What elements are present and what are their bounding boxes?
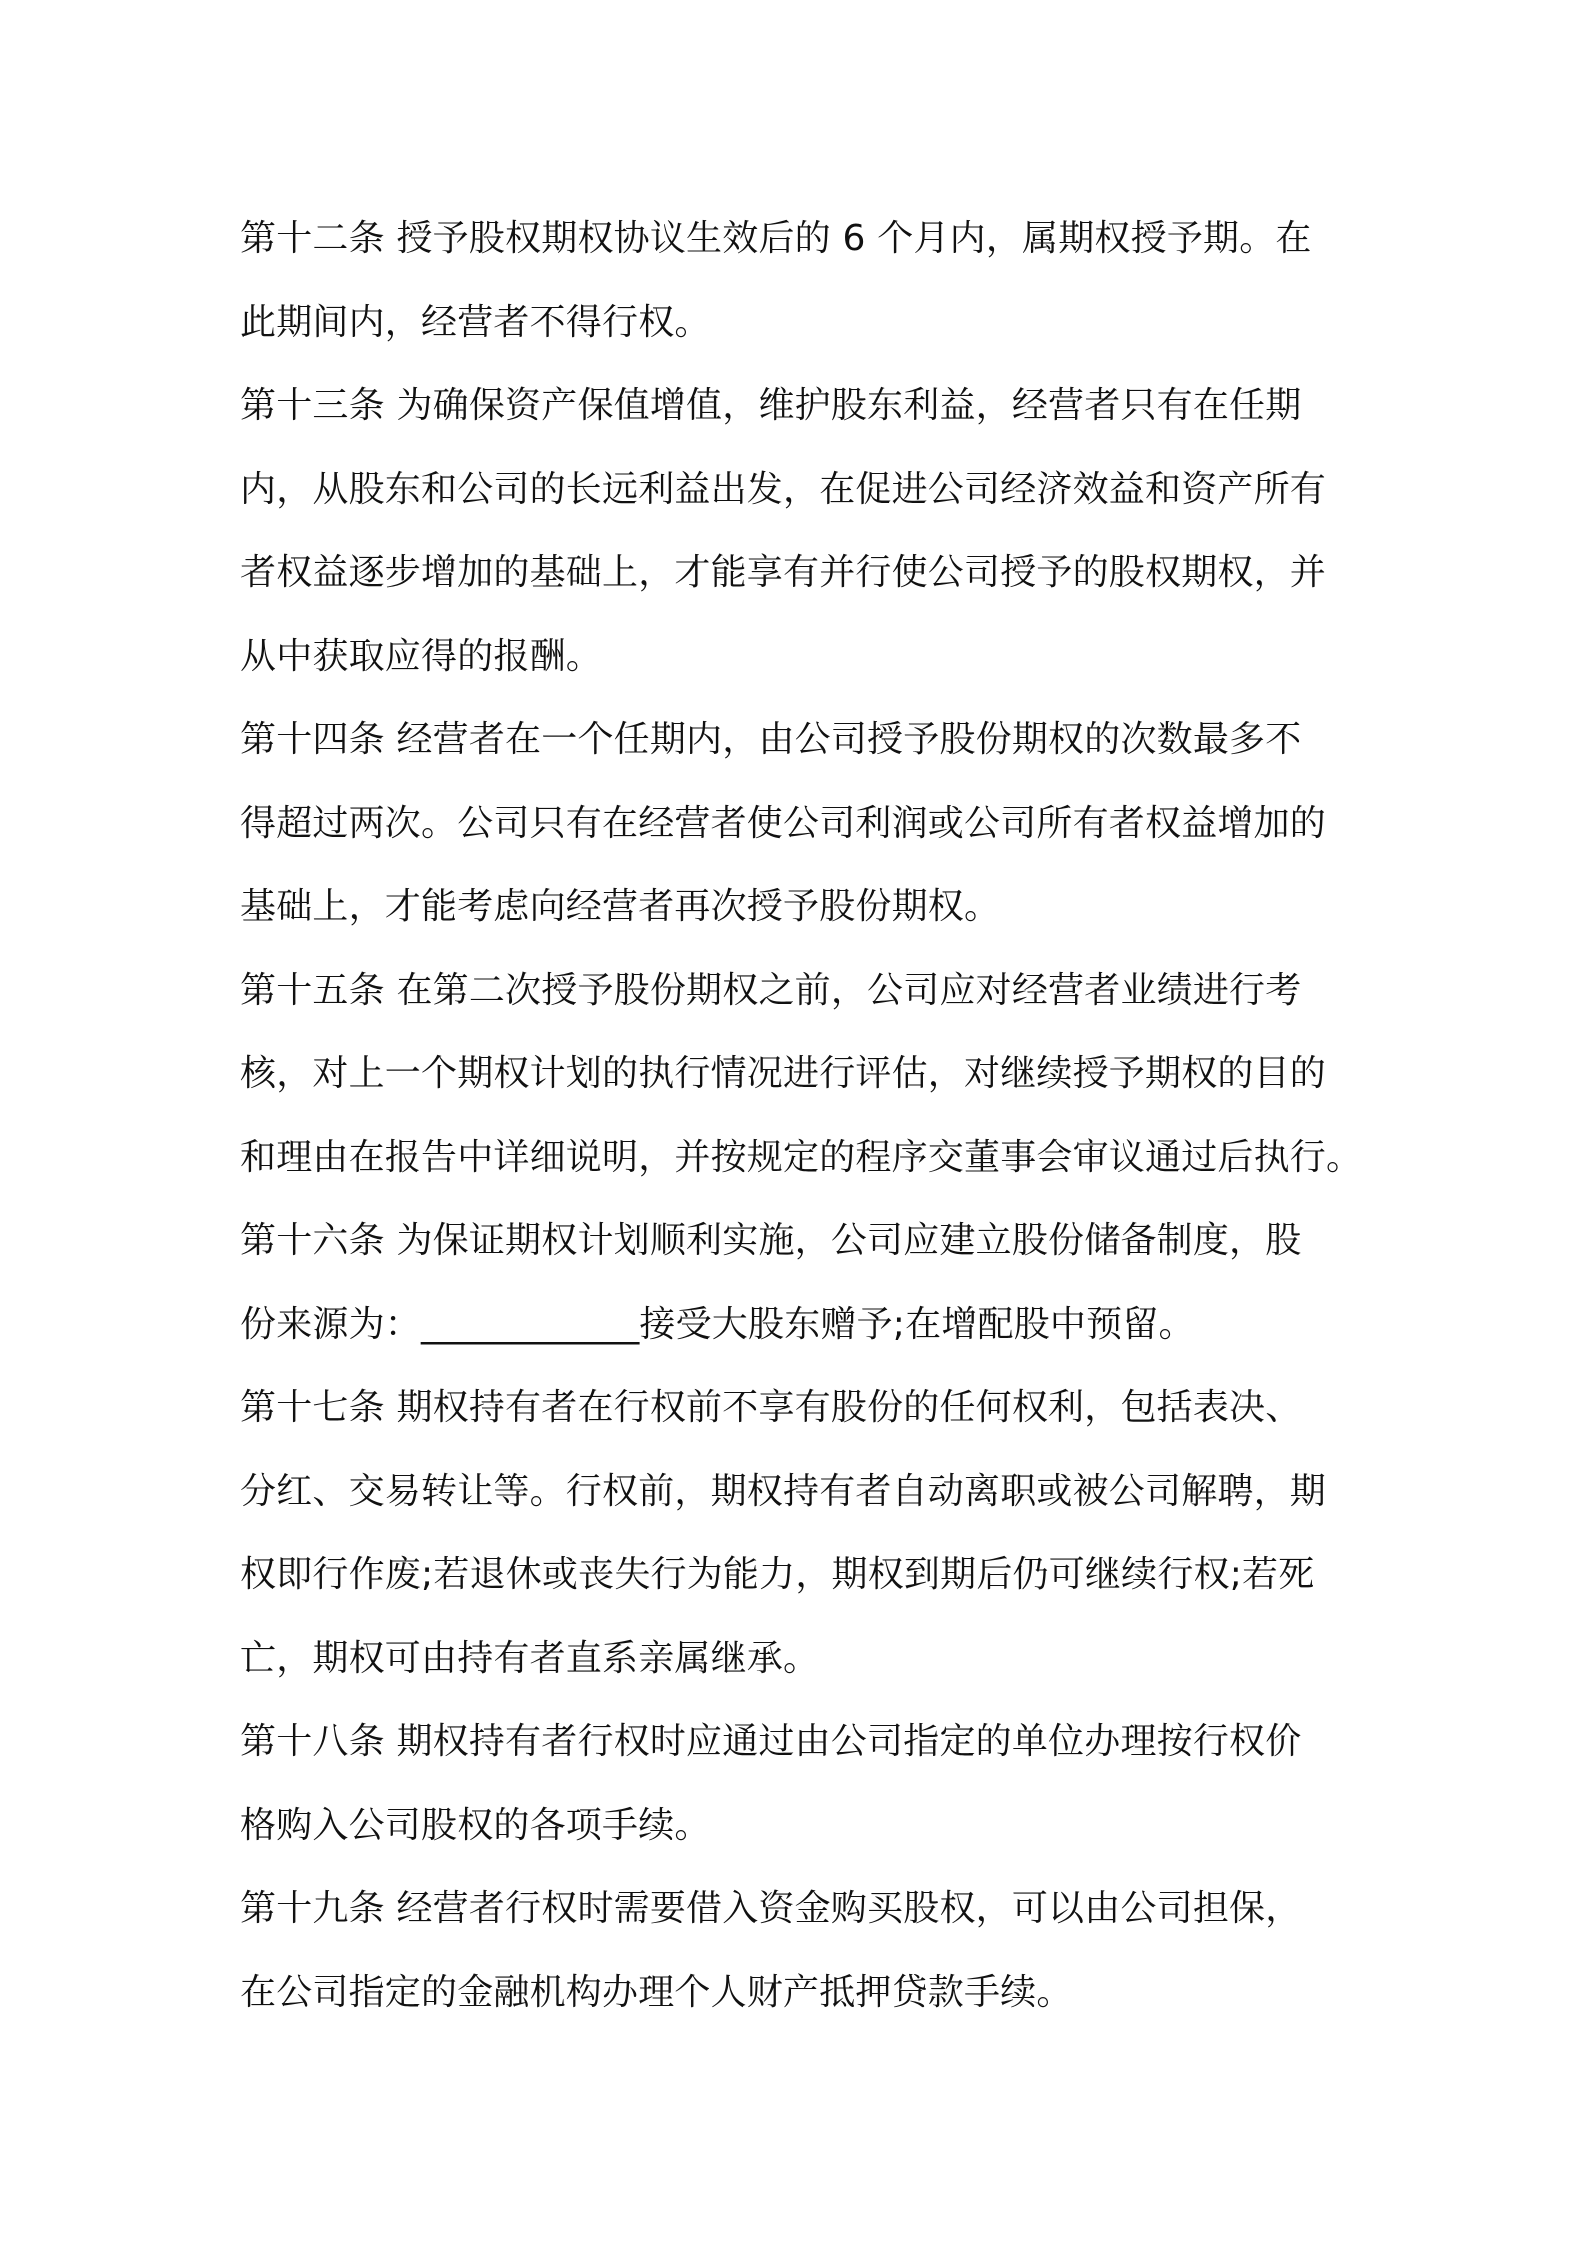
text-line: 第十九条 经营者行权时需要借入资金购买股权，可以由公司担保， [240, 1888, 1302, 1929]
text-line: 第十六条 为保证期权计划顺利实施，公司应建立股份储备制度，股 [240, 1220, 1302, 1261]
text-line: 第十三条 为确保资产保值增值，维护股东利益，经营者只有在任期 [240, 385, 1302, 426]
text-line: 分红、交易转让等。行权前，期权持有者自动离职或被公司解聘，期 [240, 1470, 1327, 1512]
text-line: 第十二条 授予股权期权协议生效后的 6 个月内，属期权授予期。在 [240, 218, 1312, 259]
text-line: 第十七条 期权持有者在行权前不享有股份的任何权利，包括表决、 [240, 1387, 1302, 1428]
text-line: 核，对上一个期权计划的执行情况进行评估，对继续授予期权的目的 [240, 1053, 1327, 1094]
text-line: 在公司指定的金融机构办理个人财产抵押贷款手续。 [240, 1971, 1073, 2013]
text-line: 基础上，才能考虑向经营者再次授予股份期权。 [240, 886, 1001, 927]
text-line: 第十八条 期权持有者行权时应通过由公司指定的单位办理按行权价 [240, 1721, 1302, 1762]
text-line: 格购入公司股权的各项手续。 [240, 1804, 711, 1846]
text-line: 亡，期权可由持有者直系亲属继承。 [240, 1637, 820, 1679]
text-line: 从中获取应得的报酬。 [240, 635, 603, 677]
text-line: 第十五条 在第二次授予股份期权之前，公司应对经营者业绩进行考 [240, 969, 1302, 1011]
text-line: 此期间内，经营者不得行权。 [240, 301, 711, 343]
text-line: 内，从股东和公司的长远利益出发，在促进公司经济效益和资产所有 [240, 468, 1327, 510]
text-line: 和理由在报告中详细说明，并按规定的程序交董事会审议通过后执行。 [240, 1136, 1363, 1178]
document-body [240, 197, 1370, 2034]
text-line: 得超过两次。公司只有在经营者使公司利润或公司所有者权益增加的 [240, 802, 1327, 844]
text-line: 权即行作废;若退休或丧失行为能力，期权到期后仍可继续行权;若死 [240, 1554, 1315, 1595]
text-line: 第十四条 经营者在一个任期内，由公司授予股份期权的次数最多不 [240, 719, 1302, 760]
text-line: 份来源为：____________接受大股东赠予;在增配股中预留。 [240, 1303, 1195, 1345]
text-line: 者权益逐步增加的基础上，才能享有并行使公司授予的股权期权，并 [240, 552, 1327, 593]
